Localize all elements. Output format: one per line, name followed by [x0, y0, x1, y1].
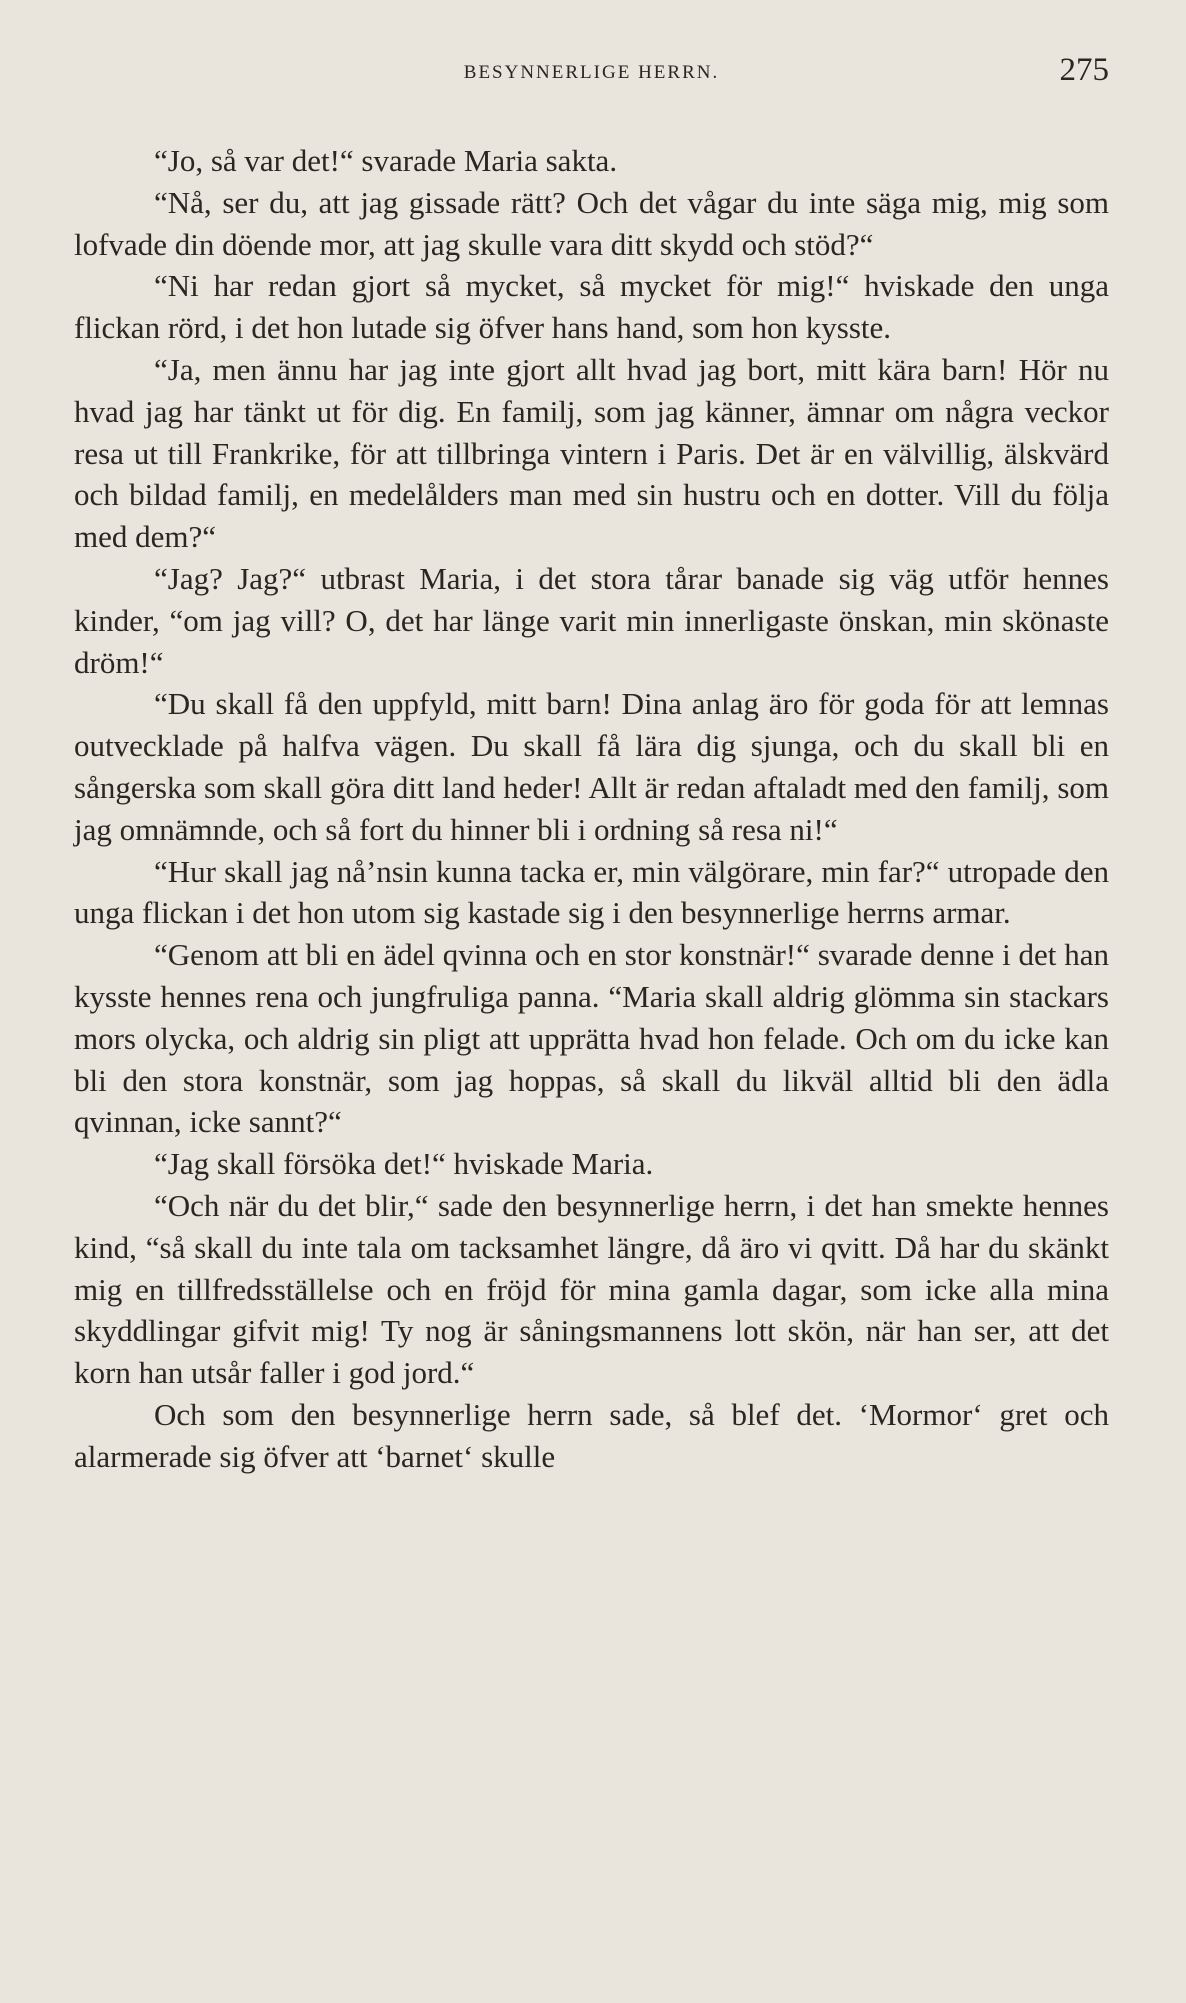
paragraph: “Jag skall försöka det!“ hviskade Maria. — [154, 1146, 654, 1182]
running-title: BESYNNERLIGE HERRN. — [463, 62, 720, 83]
body-text — [74, 140, 1109, 1478]
paragraph: “Och när du det blir,“ sade den besynnerlige herrn, i det han smekte hennes kind, “så skall du inte tala om tacksamhet längre, då äro vi qvitt. Då har du skänkt mig en tillfredsställelse och en fröjd för mina gamla dagar, som icke alla mina skyddlingar gifvit mig! Ty nog är såningsmannens lott skön, när han ser, att det korn han utsår faller i god jord.“ — [74, 1187, 1109, 1391]
paragraph: “Hur skall jag nå’nsin kunna tacka er, min välgörare, min far?“ utropade den unga flickan i det hon utom sig kastade sig i den besynnerlige herrns armar. — [74, 853, 1109, 931]
paragraph: “Genom att bli en ädel qvinna och en stor konstnär!“ svarade denne i det han kysste hennes rena och jungfruliga panna. “Maria skall aldrig glömma sin stackars mors olycka, och aldrig sin pligt att upprätta hvad hon felade. Och om du icke kan bli den stora konstnär, som jag hoppas, så skall du likväl alltid bli den ädla qvinnan, icke sannt?“ — [74, 937, 1109, 1140]
paragraph: “Jag? Jag?“ utbrast Maria, i det stora tårar banade sig väg utför hennes kinder, “om jag vill? O, det har länge varit min innerligaste önskan, min skönaste dröm!“ — [74, 560, 1109, 680]
paragraph: “Ja, men ännu har jag inte gjort allt hvad jag bort, mitt kära barn! Hör nu hvad jag har tänkt ut för dig. En familj, som jag känner, ämnar om några veckor resa ut till Frankrike, för att tillbringa vintern i Paris. Det är en välvillig, älskvärd och bildad familj, en medelålders man med sin hustru och en dotter. Vill du följa med dem?“ — [74, 351, 1109, 555]
paragraph: “Jo, så var det!“ svarade Maria sakta. — [154, 143, 618, 178]
paragraph: Och som den besynnerlige herrn sade, så blef det. ‘Mormor‘ gret och alarmerade sig öfver att ‘barnet‘ skulle — [74, 1396, 1109, 1474]
paragraph: “Du skall få den uppfyld, mitt barn! Dina anlag äro för goda för att lemnas outvecklade på halfva vägen. Du skall få lära dig sjunga, och du skall bli en sångerska som skall göra ditt land heder! Allt är redan aftaladt med den familj, som jag omnämnde, och så fort du hinner bli i ordning så resa ni!“ — [74, 686, 1109, 847]
page-header — [74, 52, 1109, 92]
paragraph: “Nå, ser du, att jag gissade rätt? Och det vågar du inte säga mig, mig som lofvade din döende mor, att jag skulle vara ditt skydd och stöd?“ — [74, 184, 1109, 262]
paragraph: “Ni har redan gjort så mycket, så mycket för mig!“ hviskade den unga flickan rörd, i det hon lutade sig öfver hans hand, som hon kysste. — [74, 268, 1109, 346]
page-number: 275 — [1059, 52, 1109, 88]
